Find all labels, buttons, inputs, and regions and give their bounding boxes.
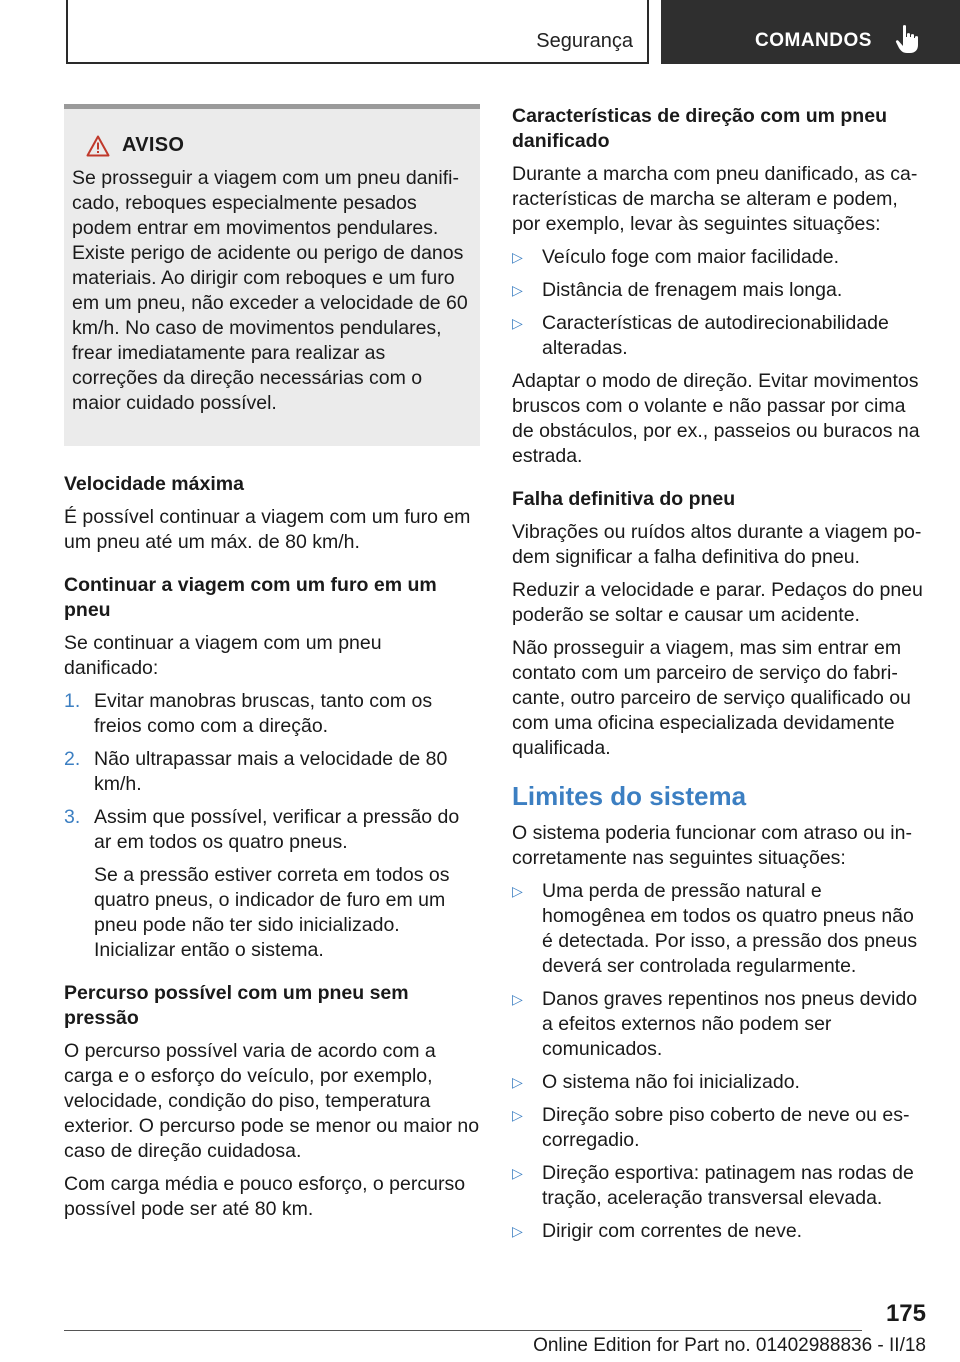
triangle-bullet-icon: ▷ bbox=[512, 1074, 523, 1090]
tire-failure-text-3: Não prosseguir a viagem, mas sim entrar em contato com um parceiro de serviço do fabricante, outro parceiro de serviço qualificado ou com uma oficina especializada devidamente qualificada. bbox=[512, 637, 911, 759]
list-item: ▷ Distância de frenagem mais longa. bbox=[512, 279, 843, 301]
driving-characteristics-intro: Durante a marcha com pneu danificado, as características de marcha se alteram e podem, por exemplo, levar às seguintes situações: bbox=[512, 163, 918, 235]
triangle-bullet-icon: ▷ bbox=[512, 1107, 523, 1123]
heading-driving-characteristics: Características de direção com um pneu danificado bbox=[512, 105, 887, 152]
system-limits-list bbox=[512, 879, 926, 1244]
header-section-tab bbox=[66, 0, 649, 64]
list-item: ▷ Direção esportiva: patinagem nas rodas de tração, aceleração transversal elevada. bbox=[512, 1162, 914, 1209]
warning-text: Se prosseguir a viagem com um pneu danificado, reboques especialmente pesados podem entrar em movimentos pendulares. Existe perigo de acidente ou perigo de danos materiais. Ao dirigir com reboques e um furo em um pneu, não exceder a velocidade de 60 km/h. No caso de movimentos pendulares, frear imediatamente para realizar as correções da direção necessárias com o maior cuidado possível. bbox=[72, 167, 468, 414]
triangle-bullet-icon: ▷ bbox=[512, 282, 523, 298]
list-item: ▷ Características de autodirecionabilidade alteradas. bbox=[512, 312, 889, 359]
edition-text: Online Edition for Part no. 01402988836 - II/18 bbox=[533, 1335, 926, 1356]
warning-title: AVISO bbox=[122, 134, 185, 156]
list-item: ▷ O sistema não foi inicializado. bbox=[512, 1071, 800, 1093]
list-item bbox=[64, 805, 480, 963]
step-number: 2. bbox=[64, 748, 81, 770]
step-extra-text: Se a pressão estiver correta em todos os quatro pneus, o indicador de furo em um pneu pode não ter sido inicializado. Inicializar então o sistema. bbox=[94, 864, 450, 961]
triangle-bullet-icon: ▷ bbox=[512, 315, 523, 331]
step-text: Evitar manobras bruscas, tanto com os freios como com a direção. bbox=[94, 690, 433, 737]
chapter-title: COMANDOS bbox=[755, 30, 872, 51]
list-item: ▷ Direção sobre piso coberto de neve ou escorregadio. bbox=[512, 1104, 910, 1151]
driving-characteristics-list bbox=[512, 245, 926, 361]
list-item bbox=[64, 689, 480, 739]
continue-trip-intro: Se continuar a viagem com um pneu danificado: bbox=[64, 632, 382, 679]
warning-box bbox=[64, 104, 480, 446]
heading-continue-trip: Continuar a viagem com um furo em um pneu bbox=[64, 574, 437, 621]
left-column bbox=[64, 104, 480, 1230]
list-item bbox=[64, 747, 480, 797]
tire-failure-text-2: Reduzir a velocidade e parar. Pedaços do pneu poderão se soltar e causar um acidente. bbox=[512, 579, 923, 626]
heading-possible-range: Percurso possível com um pneu sem pressão bbox=[64, 982, 409, 1029]
pointing-hand-icon bbox=[895, 24, 921, 54]
list-item: ▷ Veículo foge com maior facilidade. bbox=[512, 246, 839, 268]
triangle-bullet-icon: ▷ bbox=[512, 883, 523, 899]
list-item: ▷ Dirigir com correntes de neve. bbox=[512, 1220, 803, 1242]
triangle-bullet-icon: ▷ bbox=[512, 1165, 523, 1181]
step-number: 1. bbox=[64, 690, 81, 712]
heading-tire-failure: Falha definitiva do pneu bbox=[512, 488, 736, 510]
right-column bbox=[512, 104, 926, 1252]
page-number: 175 bbox=[885, 1300, 926, 1327]
triangle-bullet-icon: ▷ bbox=[512, 991, 523, 1007]
triangle-bullet-icon: ▷ bbox=[512, 1223, 523, 1239]
step-number: 3. bbox=[64, 806, 81, 828]
warning-header bbox=[72, 133, 472, 158]
step-text: Não ultrapassar mais a velocidade de 80 km/h. bbox=[94, 748, 448, 795]
driving-characteristics-outro: Adaptar o modo de direção. Evitar movimentos bruscos com o volante e não passar por cima de obstáculos, por ex., passeios ou buracos na estrada. bbox=[512, 370, 920, 467]
warning-triangle-icon bbox=[86, 135, 110, 157]
list-item: ▷ Danos graves repentinos nos pneus devido a efeitos externos não podem ser comunicados. bbox=[512, 988, 918, 1060]
continue-trip-steps bbox=[64, 689, 480, 963]
possible-range-text-2: Com carga média e pouco esforço, o percurso possível pode ser até 80 km. bbox=[64, 1173, 466, 1220]
footer-divider bbox=[64, 1330, 862, 1331]
section-title: Segurança bbox=[536, 30, 633, 52]
list-item: ▷ Uma perda de pressão natural e homogênea em todos os quatro pneus não é detectada. Por isso, a pressão dos pneus deverá ser controlada regularmente. bbox=[512, 880, 918, 977]
max-speed-text: É possível continuar a viagem com um furo em um pneu até um máx. de 80 km/h. bbox=[64, 506, 471, 553]
possible-range-text-1: O percurso possível varia de acordo com a carga e o esforço do veículo, por exemplo, velocidade, condição do piso, temperatura exterior. O percurso pode se menor ou maior no caso de direção cuidadosa. bbox=[64, 1040, 480, 1162]
triangle-bullet-icon: ▷ bbox=[512, 249, 523, 265]
heading-system-limits: Limites do sistema bbox=[512, 781, 747, 811]
system-limits-intro: O sistema poderia funcionar com atraso ou incorretamente nas seguintes situações: bbox=[512, 822, 912, 869]
tire-failure-text-1: Vibrações ou ruídos altos durante a viagem podem significar a falha definitiva do pneu. bbox=[512, 521, 922, 568]
step-text: Assim que possível, verificar a pressão do ar em todos os quatro pneus. bbox=[94, 806, 460, 853]
header-chapter-tab bbox=[661, 0, 960, 64]
heading-max-speed: Velocidade máxima bbox=[64, 473, 244, 495]
